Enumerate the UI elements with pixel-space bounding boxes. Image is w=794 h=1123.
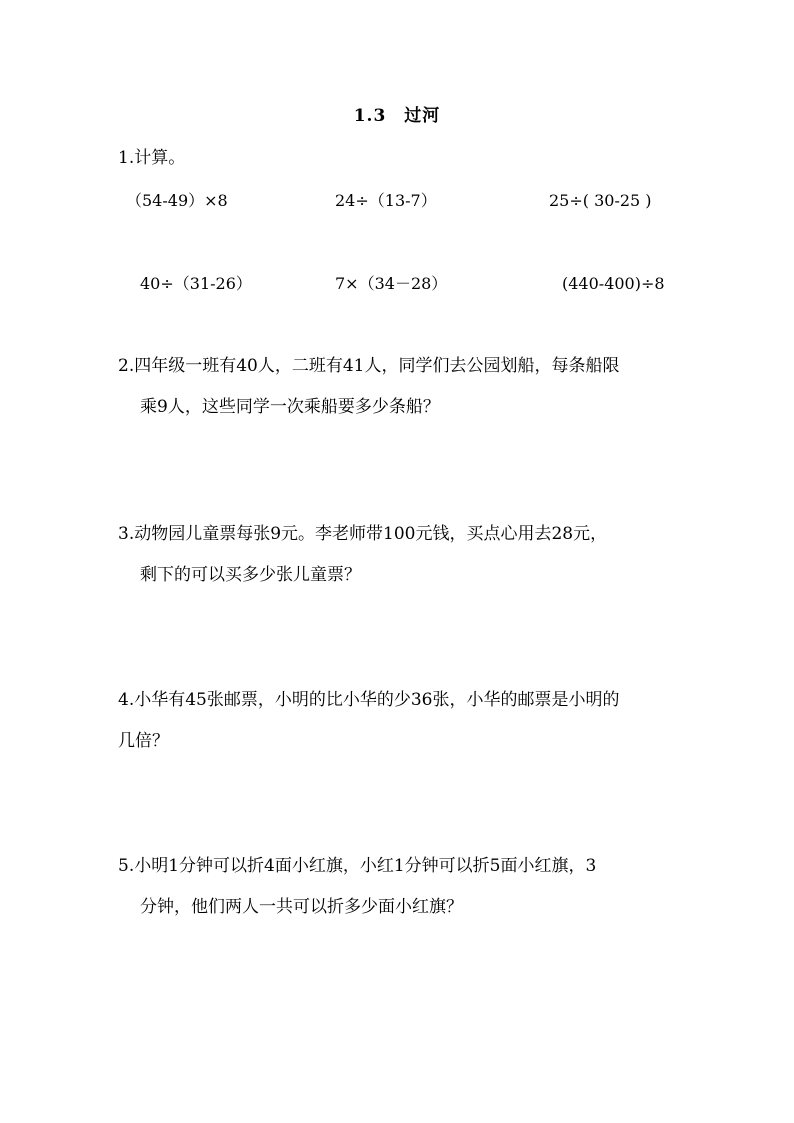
calc-expression: （54-49）×8 [126, 191, 228, 210]
question-3 [118, 514, 680, 596]
calc-expression: 40÷（31-26） [140, 274, 252, 293]
question-5-line-2: 分钟，他们两人一共可以折多少面小红旗？ [140, 897, 463, 917]
question-4-line-2: 几倍？ [118, 731, 169, 751]
question-2-line-2: 乘9人，这些同学一次乘船要多少条船？ [140, 397, 440, 417]
page-title [0, 104, 794, 128]
question-4 [118, 680, 680, 762]
section-number: 1.3 [353, 106, 387, 126]
question-5-line-1: 5.小明1分钟可以折4面小红旗，小红1分钟可以折5面小红旗，3 [118, 856, 597, 876]
question-5 [118, 846, 680, 928]
section-name: 过河 [404, 106, 441, 126]
question-3-line-1: 3.动物园儿童票每张9元。李老师带100元钱，买点心用去28元， [118, 524, 608, 544]
calc-expression: (440-400)÷8 [562, 274, 665, 293]
question-2-line-1: 2.四年级一班有40人，二班有41人，同学们去公园划船，每条船限 [118, 356, 620, 376]
calc-expression: 25÷( 30-25 ) [549, 191, 652, 210]
calc-expression: 24÷（13-7） [335, 191, 437, 210]
question-1-heading: 1.计算。 [118, 148, 186, 168]
question-3-line-2: 剩下的可以买多少张儿童票？ [140, 565, 361, 585]
question-2 [118, 346, 680, 428]
question-4-line-1: 4.小华有45张邮票，小明的比小华的少36张，小华的邮票是小明的 [118, 690, 620, 710]
calc-expression: 7×（34－28） [335, 274, 448, 293]
